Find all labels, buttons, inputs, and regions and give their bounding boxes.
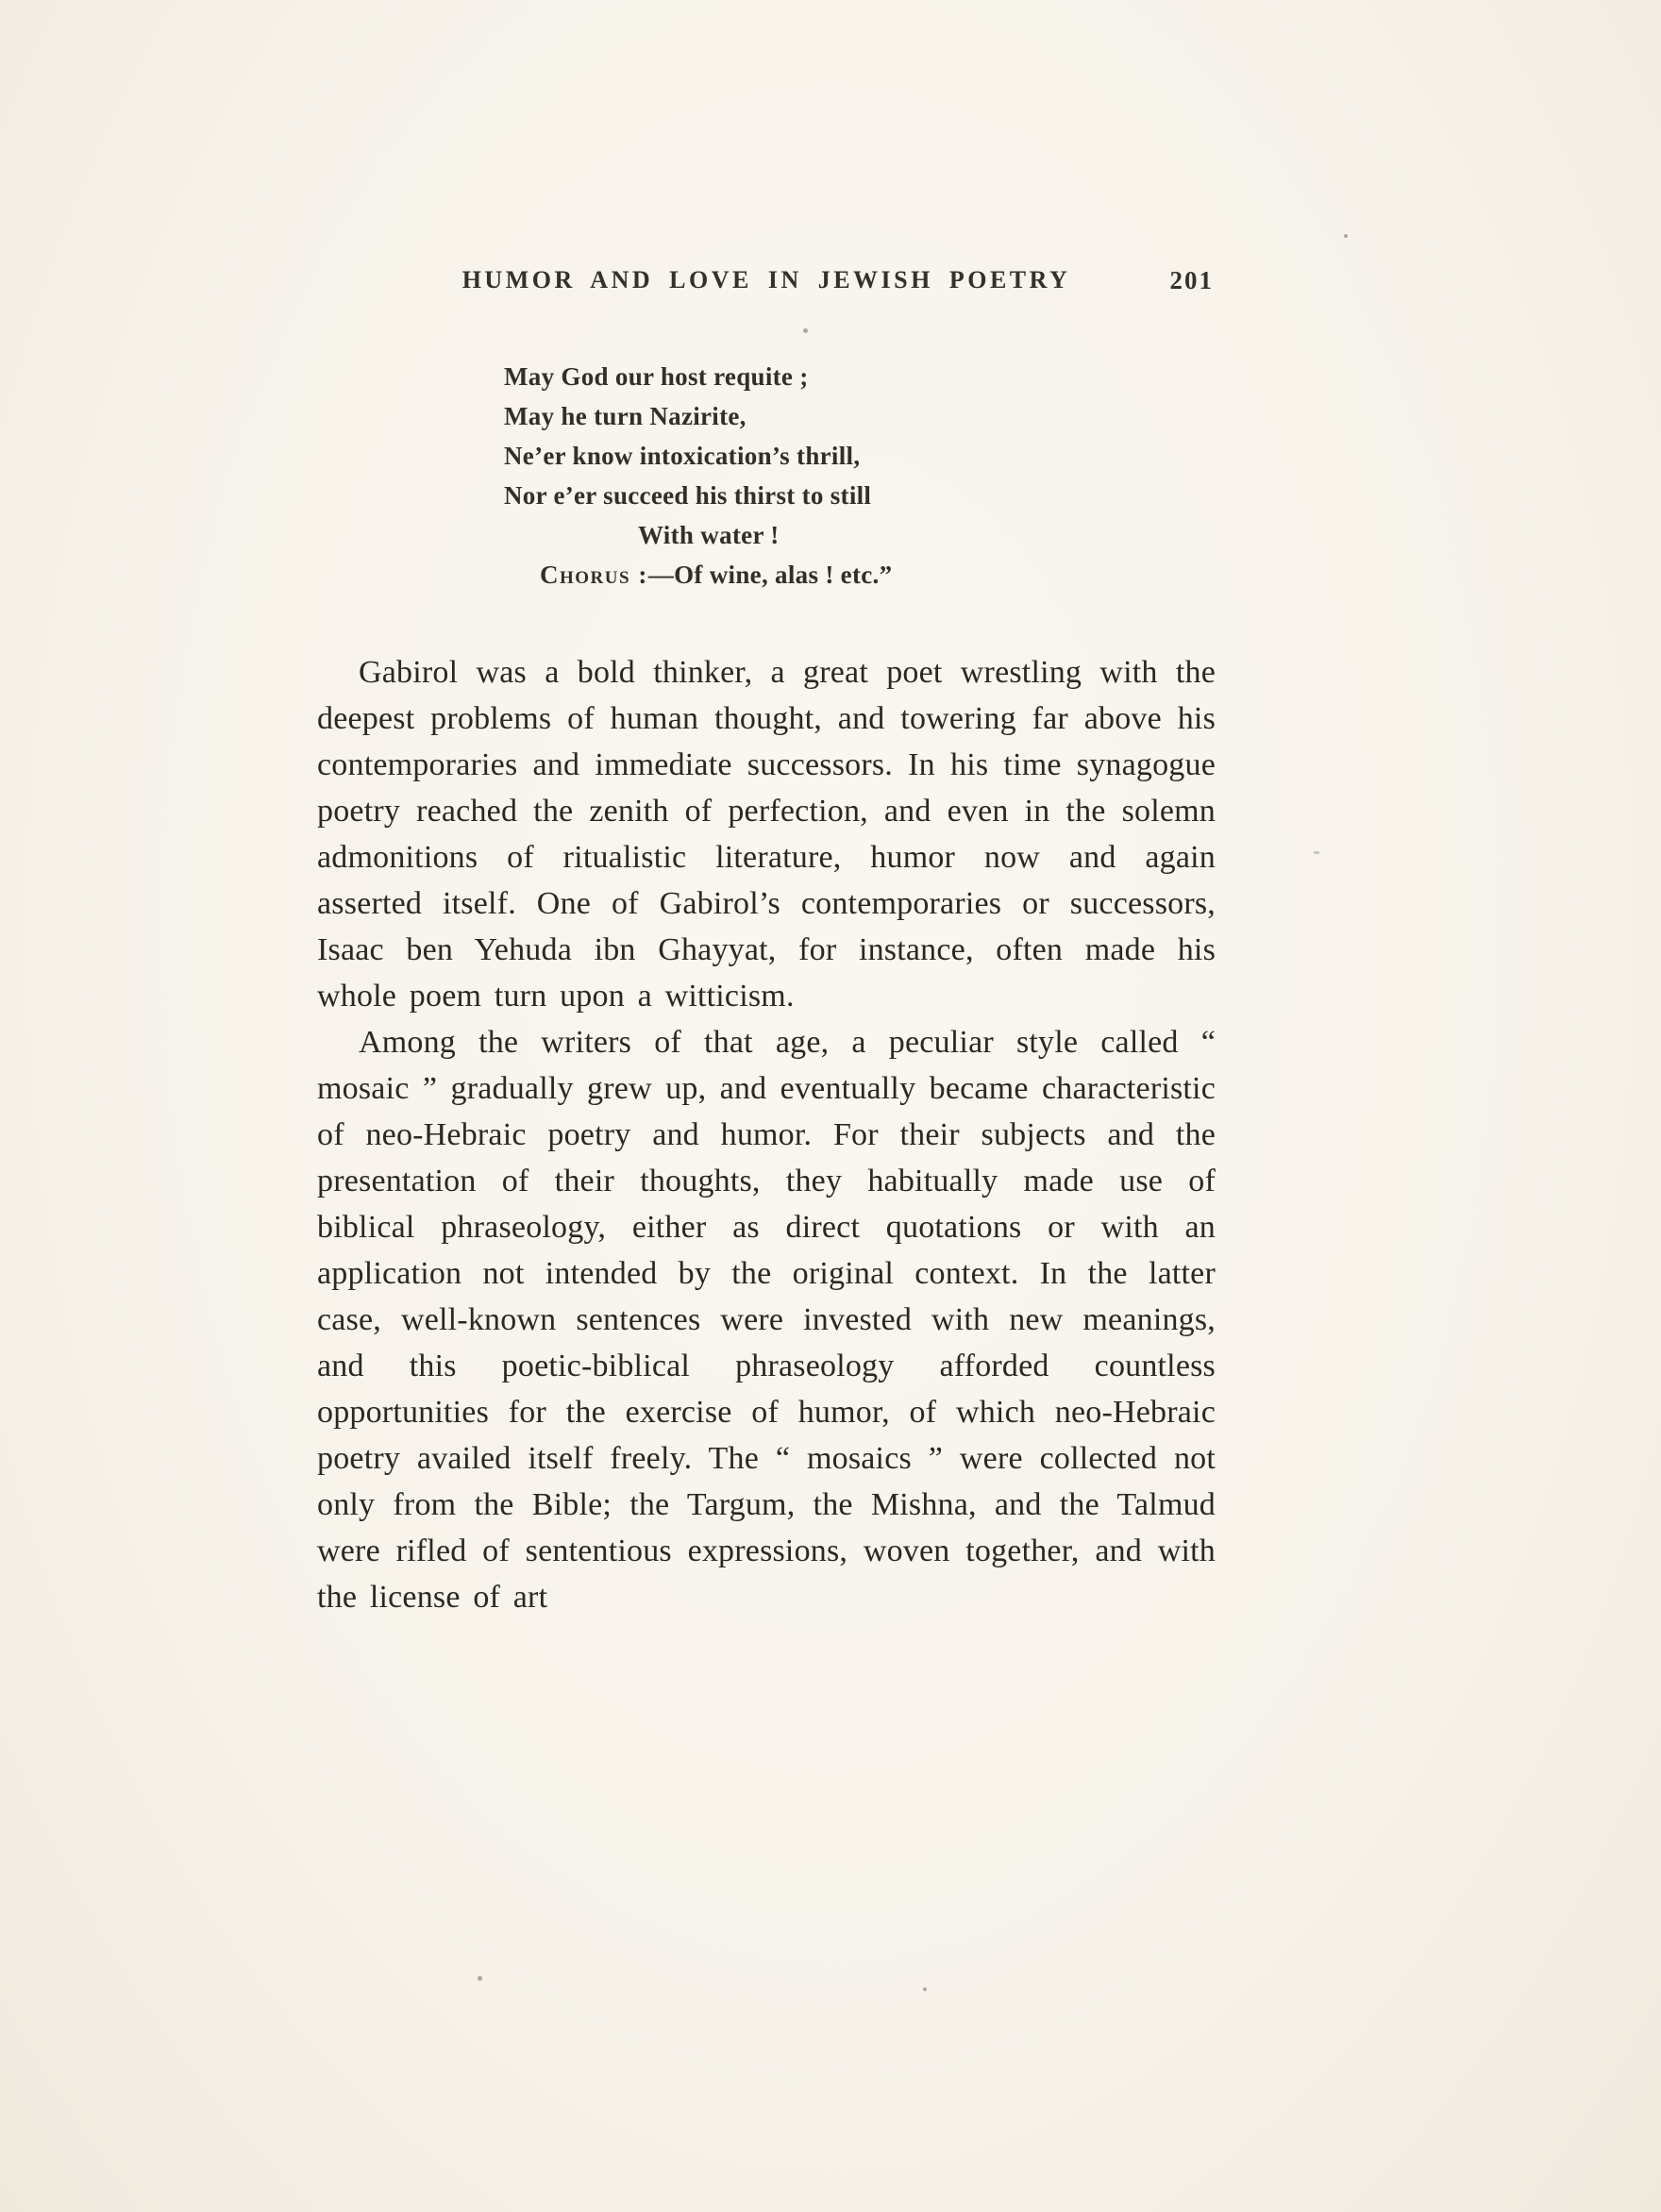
content-column <box>317 266 1216 1620</box>
scan-speck <box>1344 234 1348 238</box>
paragraph: Gabirol was a bold thinker, a great poet wrestling with the deepest problems of human thought, and towering far above his contemporaries and immediate successors. In his time synagogue poetry reached the zenith of perfection, and even in the solemn admonitions of ritualistic literature, humor now and again asserted itself. One of Gabirol’s contemporaries or successors, Isaac ben Yehuda ibn Ghayyat, for instance, often made his whole poem turn upon a witticism. <box>317 655 1216 1014</box>
poem-line: May he turn Nazirite, <box>504 402 747 430</box>
poem-line: May God our host requite ; <box>504 362 809 391</box>
body-text <box>317 649 1216 1620</box>
poem-line: Nor e’er succeed his thirst to still <box>504 481 872 510</box>
running-title: HUMOR AND LOVE IN JEWISH POETRY <box>461 266 1071 293</box>
poem-chorus-line <box>540 555 1216 595</box>
poem-line-indented: With water ! <box>638 521 780 549</box>
page-header <box>317 266 1216 308</box>
page-number: 201 <box>1169 266 1214 294</box>
paragraph: Among the writers of that age, a peculiar style called “ mosaic ” gradually grew up, and eventually became characteristic of neo-Hebraic poetry and humor. For their subjects and the presentation of their thoughts, they habitually made use of biblical phraseology, either as direct quotations or with an application not intended by the original context. In the latter case, well-known sentences were invested with new meanings, and this poetic-biblical phraseology afforded countless opportunities for the exercise of humor, of which neo-Hebraic poetry availed itself freely. The “ mosaics ” were collected not only from the Bible; the Targum, the Mishna, and the Talmud were rifled of sententious expressions, woven together, and with the license of art <box>317 1025 1216 1615</box>
scan-speck <box>478 1976 482 1981</box>
scan-speck <box>923 1987 927 1991</box>
poem-line: Ne’er know intoxication’s thrill, <box>504 442 861 470</box>
scan-speck <box>1314 851 1319 854</box>
poem-block <box>504 357 1216 595</box>
chorus-text: —Of wine, alas ! etc.” <box>647 561 893 589</box>
chorus-label: Chorus : <box>540 561 648 589</box>
